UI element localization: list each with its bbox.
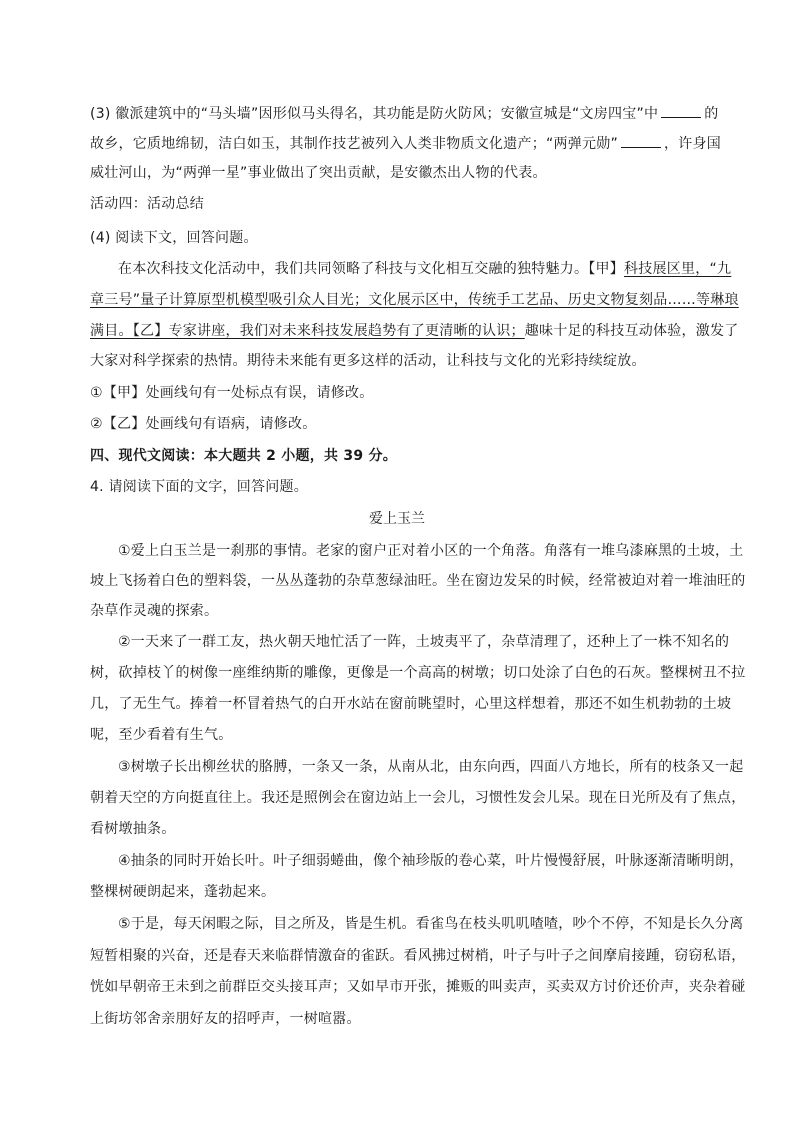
essay-line: 朝着天空的方向挺直往上。我还是照例会在窗边站上一会儿，习惯性发会儿呆。现在日光所及有了焦点， <box>90 790 746 806</box>
essay-line: ③树墩子长出柳丝状的胳膊，一条又一条，从南从北，由东向西，四面八方地长，所有的枝条又一起 <box>118 759 744 775</box>
essay-line: 整棵树硬朗起来，蓬勃起来。 <box>90 884 276 900</box>
essay-line: 看树墩抽条。 <box>90 821 176 837</box>
q3-text: 的 <box>704 106 719 122</box>
section-heading: 四、现代文阅读：本大题共 2 小题，共 39 分。 <box>90 448 397 464</box>
underlined-sentence-yi: 专家讲座，我们对未来科技发展趋势有了更清晰的认识； <box>168 323 525 339</box>
essay-line: 树，砍掉枝丫的树像一座维纳斯的雕像，更像是一个高高的树墩；切口处涂了白色的石灰。整棵树丑不拉 <box>90 665 746 681</box>
q4-para-line-4: 大家对科学探索的热情。期待未来能有更多这样的活动，让科技与文化的光彩持续绽放。 <box>90 353 646 369</box>
essay-line: 坡上飞扬着白色的塑料袋，一丛丛蓬勃的杂草葱绿油旺。坐在窗边发呆的时候，经常被迫对着一堆油旺的 <box>90 573 746 589</box>
q4-para-line-2: 章三号”量子计算原型机模型吸引众人目光；文化展示区中，传统手工艺品、历史文物复刻品……等琳琅 <box>90 292 739 308</box>
essay-title: 爱上玉兰 <box>369 511 425 527</box>
essay-line: 杂草作灵魂的探索。 <box>90 603 219 619</box>
answer-blank[interactable] <box>621 133 661 148</box>
essay-line: 上街坊邻舍亲朋好友的招呼声，一树喧嚣。 <box>90 1011 361 1027</box>
question-4-prompt: 4. 请阅读下面的文字，回答问题。 <box>90 479 309 495</box>
para-text: 趣味十足的科技互动体验，激发了 <box>524 323 739 339</box>
essay-line: 短暂相聚的兴奋，还是春天来临群情激奋的雀跃。看风拂过树梢，叶子与叶子之间摩肩接踵，窃窃私语， <box>90 948 746 964</box>
q4-para-line-1 <box>118 259 731 279</box>
essay-line: ①爱上白玉兰是一刹那的事情。老家的窗户正对着小区的一个角落。角落有一堆乌漆麻黑的土坡，土 <box>118 543 744 559</box>
underlined-end-jia: 满目。【乙】 <box>90 323 169 339</box>
q3-text: 故乡，它质地绵韧，洁白如玉，其制作技艺被列入人类非物质文化遗产；“两弹元勋” <box>90 136 619 152</box>
para-text: 在本次科技文化活动中，我们共同领略了科技与文化相互交融的独特魅力。【甲】 <box>118 261 624 277</box>
essay-line: ④抽条的同时开始长叶。叶子细弱蜷曲，像个袖珍版的卷心菜，叶片慢慢舒展，叶脉逐渐清晰明朗， <box>118 853 744 869</box>
essay-line: 几，了无生气。捧着一杯冒着热气的白开水站在窗前眺望时，心里这样想着，那还不如生机勃勃的土坡 <box>90 696 732 712</box>
q4-sub-1: ①【甲】处画线句有一处标点有误，请修改。 <box>90 385 374 401</box>
q4-prompt: (4) 阅读下文，回答问题。 <box>90 230 258 246</box>
q3-line-3: 威壮河山，为“两弹一星”事业做出了突出贡献，是安徽杰出人物的代表。 <box>90 165 547 181</box>
essay-line: 呢，至少看着有生气。 <box>90 727 233 743</box>
underlined-sentence-jia: 科技展区里，“九 <box>624 261 732 277</box>
essay-line: ②一天来了一群工友，热火朝天地忙活了一阵，土坡夷平了，杂草清理了，还种上了一株不知名的 <box>118 634 730 650</box>
q3-line-1 <box>90 103 719 124</box>
essay-line: ⑤于是，每天闲暇之际，目之所及，皆是生机。看雀鸟在枝头叽叽喳喳，吵个不停，不知是长久分离 <box>118 916 744 932</box>
q3-text: ，许身国 <box>664 136 722 152</box>
q4-sub-2: ②【乙】处画线句有语病，请修改。 <box>90 416 317 432</box>
q3-line-2 <box>90 133 721 154</box>
q3-text: (3) 徽派建筑中的“马头墙”因形似马头得名，其功能是防火防风；安徽宣城是“文房四宝”中 <box>90 106 659 122</box>
answer-blank[interactable] <box>661 103 701 118</box>
essay-line: 恍如早朝帝王未到之前群臣交头接耳声；又如早市开张，摊贩的叫卖声，买卖双方讨价还价声，夹杂着碰 <box>90 979 746 995</box>
activity-heading: 活动四：活动总结 <box>90 196 204 212</box>
q4-para-line-3 <box>90 321 739 341</box>
